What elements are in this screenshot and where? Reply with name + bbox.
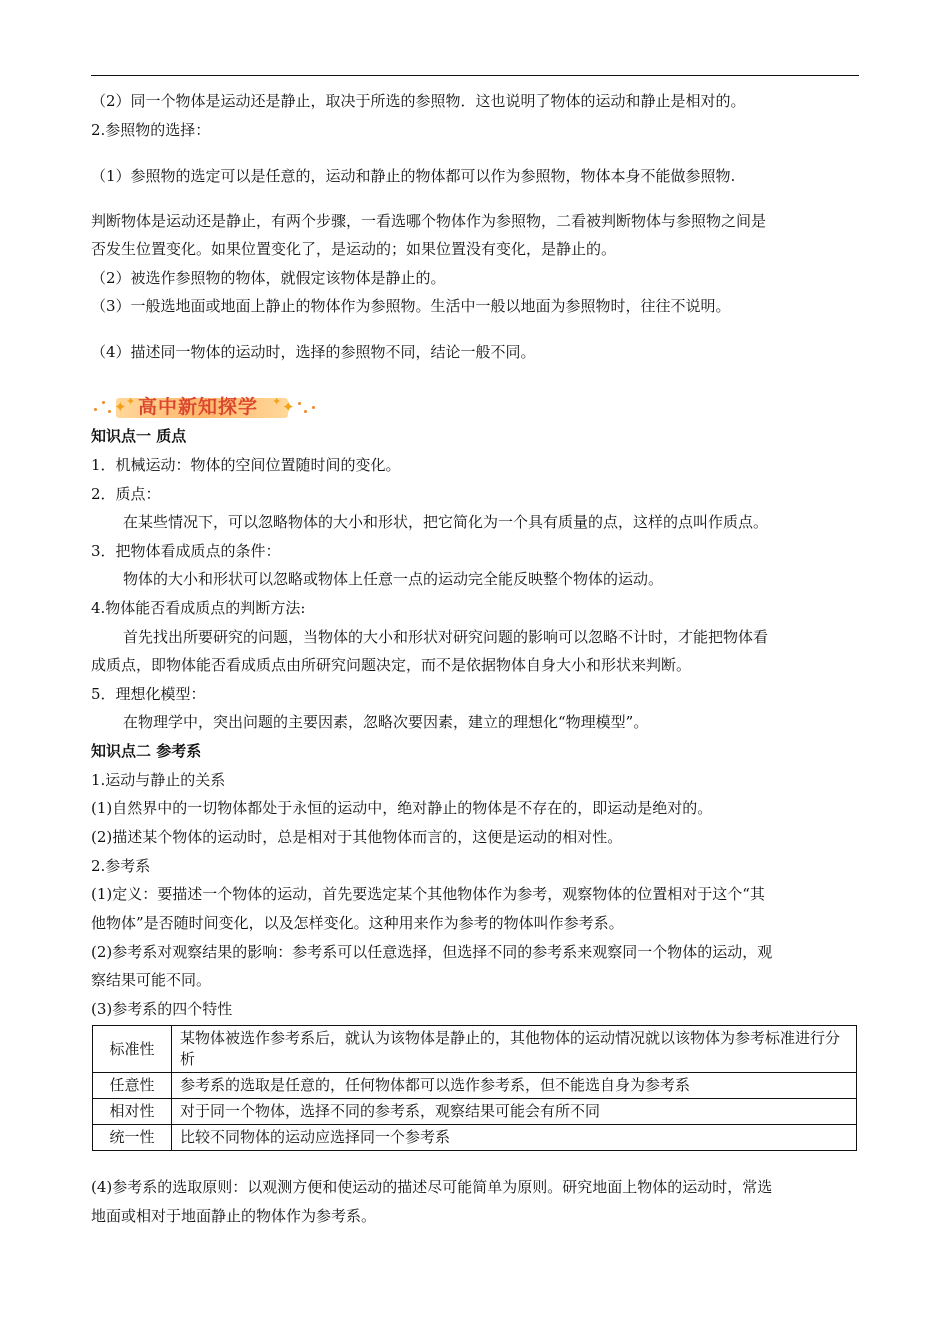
- paragraph: (1)自然界中的一切物体都处于永恒的运动中，绝对静止的物体是不存在的，即运动是绝对的。: [91, 799, 713, 817]
- paragraph: 地面或相对于地面静止的物体作为参考系。: [91, 1207, 377, 1225]
- paragraph: 判断物体是运动还是静止，有两个步骤，一看选哪个物体作为参照物，二看被判断物体与参照物之间是: [91, 212, 767, 230]
- table-cell-desc: 对于同一个物体，选择不同的参考系，观察结果可能会有所不同: [172, 1099, 857, 1125]
- paragraph: (1)定义：要描述一个物体的运动，首先要选定某个其他物体作为参考，观察物体的位置相对于这个“其: [91, 885, 765, 903]
- dot-decoration: [304, 410, 307, 413]
- paragraph: 3．把物体看成质点的条件：: [91, 542, 281, 560]
- table-cell-key: 任意性: [93, 1073, 172, 1099]
- paragraph: （2）同一个物体是运动还是静止，取决于所选的参照物．这也说明了物体的运动和静止是相对的。: [91, 92, 746, 110]
- table-cell-desc: 某物体被选作参考系后，就认为该物体是静止的，其他物体的运动情况就以该物体为参考标准进行分析: [172, 1026, 857, 1073]
- paragraph: 1.运动与静止的关系: [91, 771, 226, 789]
- sparkle-icon: ✦: [282, 398, 295, 416]
- paragraph: (4)参考系的选取原则：以观测方便和使运动的描述尽可能简单为原则。研究地面上物体的运动时，常选: [91, 1178, 773, 1196]
- table-row: [93, 1125, 857, 1151]
- banner-title: 高中新知探学: [138, 396, 259, 418]
- paragraph: (3)参考系的四个特性: [91, 1000, 233, 1018]
- paragraph: 首先找出所要研究的问题，当物体的大小和形状对研究问题的影响可以忽略不计时，才能把物体看: [123, 628, 769, 646]
- paragraph: 在某些情况下，可以忽略物体的大小和形状，把它简化为一个具有质量的点，这样的点叫作质点。: [123, 513, 769, 531]
- table-cell-key: 统一性: [93, 1125, 172, 1151]
- header-rule: [91, 75, 859, 76]
- table-row: [93, 1099, 857, 1125]
- section-heading: 知识点一 质点: [91, 427, 187, 445]
- paragraph: 他物体”是否随时间变化，以及怎样变化。这种用来作为参考的物体叫作参考系。: [91, 914, 624, 932]
- table-cell-desc: 参考系的选取是任意的，任何物体都可以选作参考系，但不能选自身为参考系: [172, 1073, 857, 1099]
- paragraph: （3）一般选地面或地面上静止的物体作为参照物。生活中一般以地面为参照物时，往往不说明。: [91, 297, 731, 315]
- reference-frame-properties-table: [92, 1025, 857, 1151]
- section-heading: 知识点二 参考系: [91, 742, 202, 760]
- table-row: [93, 1026, 857, 1073]
- paragraph: （2）被选作参照物的物体，就假定该物体是静止的。: [91, 269, 446, 287]
- paragraph: （1）参照物的选定可以是任意的，运动和静止的物体都可以作为参照物，物体本身不能做参照物.: [91, 167, 736, 185]
- paragraph: 否发生位置变化。如果位置变化了，是运动的；如果位置没有变化，是静止的。: [91, 240, 617, 258]
- paragraph: 4.物体能否看成质点的判断方法:: [91, 599, 306, 617]
- paragraph: 物体的大小和形状可以忽略或物体上任意一点的运动完全能反映整个物体的运动。: [123, 570, 664, 588]
- paragraph: 成质点，即物体能否看成质点由所研究问题决定，而不是依据物体自身大小和形状来判断。: [91, 656, 692, 674]
- paragraph: 2.参考系: [91, 857, 151, 875]
- paragraph: 2．质点：: [91, 485, 161, 503]
- paragraph: 5．理想化模型：: [91, 685, 206, 703]
- table-row: [93, 1073, 857, 1099]
- sparkle-icon: ✦: [114, 398, 127, 416]
- paragraph: （4）描述同一物体的运动时，选择的参照物不同，结论一般不同。: [91, 343, 536, 361]
- sparkle-icon: ✦: [272, 395, 282, 408]
- dot-decoration: [102, 401, 105, 404]
- dot-decoration: [94, 408, 97, 411]
- paragraph: 2.参照物的选择：: [91, 121, 211, 139]
- table-cell-key: 标准性: [93, 1026, 172, 1073]
- section-banner: [92, 392, 318, 422]
- paragraph: 在物理学中，突出问题的主要因素，忽略次要因素，建立的理想化“物理模型”。: [123, 713, 649, 731]
- paragraph: (2)描述某个物体的运动时，总是相对于其他物体而言的，这便是运动的相对性。: [91, 828, 623, 846]
- sparkle-icon: ✦: [126, 395, 136, 408]
- dot-decoration: [108, 410, 111, 413]
- table-cell-key: 相对性: [93, 1099, 172, 1125]
- table-cell-desc: 比较不同物体的运动应选择同一个参考系: [172, 1125, 857, 1151]
- paragraph: (2)参考系对观察结果的影响：参考系可以任意选择，但选择不同的参考系来观察同一个物体的运动，观: [91, 943, 773, 961]
- paragraph: 1．机械运动：物体的空间位置随时间的变化。: [91, 456, 401, 474]
- dot-decoration: [312, 406, 315, 409]
- dot-decoration: [298, 402, 301, 405]
- paragraph: 察结果可能不同。: [91, 971, 212, 989]
